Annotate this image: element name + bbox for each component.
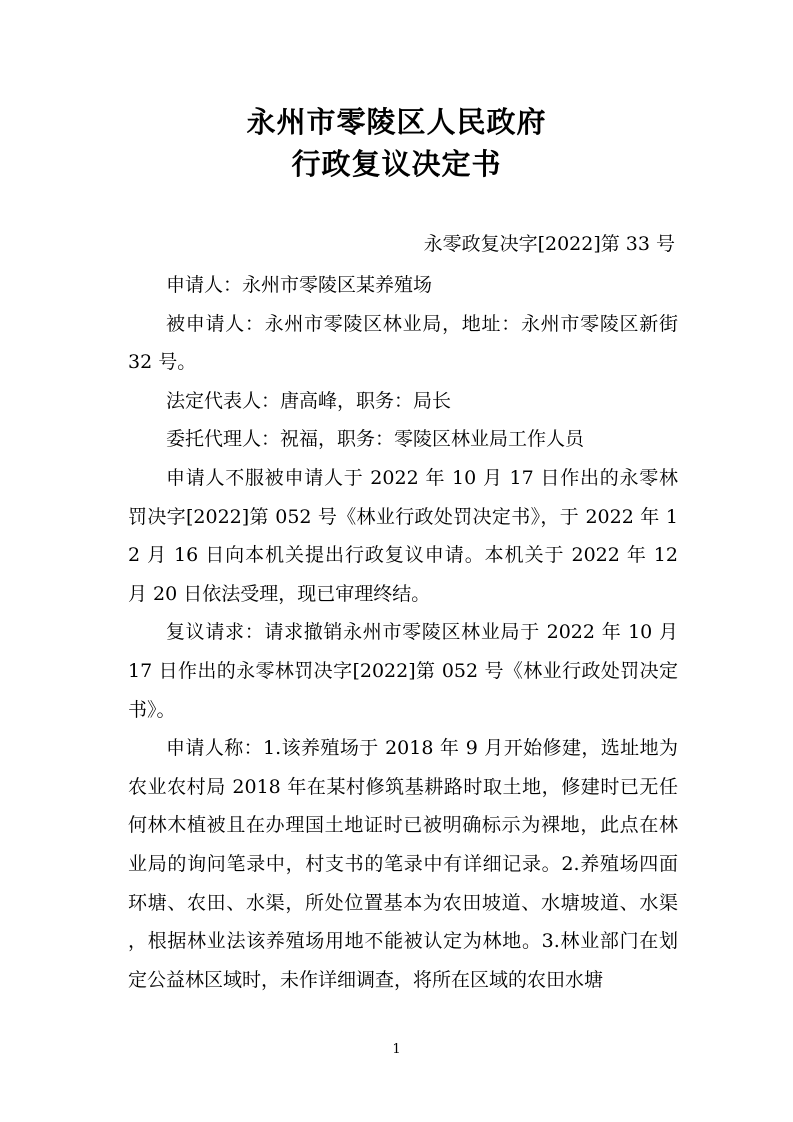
case-background-paragraph: 申请人不服被申请人于 2022 年 10 月 17 日作出的永零林罚决字[2022]第 052 号《林业行政处罚决定书》，于 2022 年 12 月 16 日向本机关提出行政复议申请。本机关于 2022 年 12 月 20 日依法受理，现已审理终结。	[128, 466, 678, 605]
review-request-paragraph: 复议请求：请求撤销永州市零陵区林业局于 2022 年 10 月 17 日作出的永零林罚决字[2022]第 052 号《林业行政处罚决定书》。	[128, 621, 678, 721]
document-title-line1: 永州市零陵区人民政府	[246, 105, 547, 139]
page-number: 1	[392, 1042, 401, 1057]
applicant-line: 申请人：永州市零陵区某养殖场	[166, 274, 433, 296]
document-body	[128, 266, 678, 999]
applicant-claims-paragraph: 申请人称：1.该养殖场于 2018 年 9 月开始修建，选址地为农业农村局 2018 年在某村修筑基耕路时取土地，修建时已无任何林木植被且在办理国土地证时已被明确标示为裸地，此点在林业局的询问笔录中，村支书的笔录中有详细记录。2.养殖场四面环塘、农田、水渠，所处位置基本为农田坡道、水塘坡道、水渠，根据林业法该养殖场用地不能被认定为林地。3.林业部门在划定公益林区域时，未作详细调查，将所在区域的农田水塘	[128, 737, 678, 991]
document-number: 永零政复决字[2022]第 33 号	[423, 233, 675, 255]
legal-representative-line: 法定代表人：唐高峰，职务：局长	[166, 389, 452, 412]
authorized-agent-line: 委托代理人：祝福，职务：零陵区林业局工作人员	[166, 428, 585, 451]
document-title-line2: 行政复议决定书	[291, 147, 502, 181]
respondent-line: 被申请人：永州市零陵区林业局，地址：永州市零陵区新街 32 号。	[128, 312, 678, 374]
